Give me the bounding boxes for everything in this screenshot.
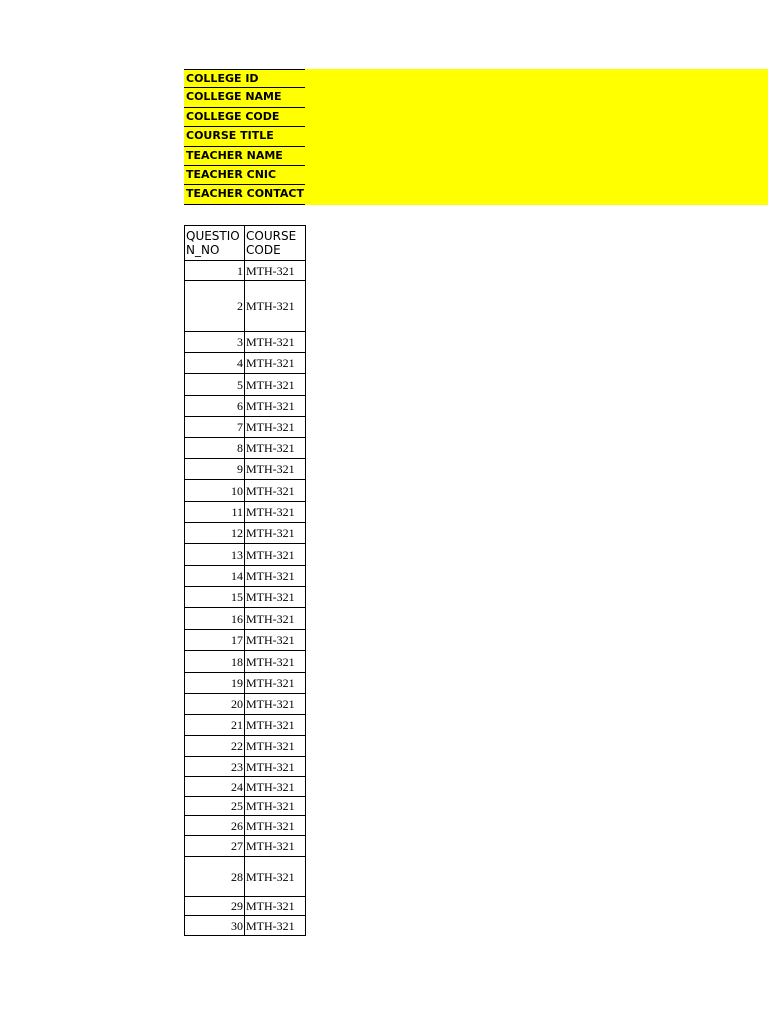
course-code-cell: MTH-321 <box>245 797 306 816</box>
table-row <box>185 417 306 438</box>
question-number-cell: 10 <box>185 480 245 502</box>
table-row <box>185 736 306 757</box>
table-row <box>185 857 306 897</box>
question-number-cell: 26 <box>185 816 245 836</box>
table-row <box>185 694 306 715</box>
table-row <box>185 261 306 281</box>
question-number-cell: 9 <box>185 459 245 480</box>
course-code-cell: MTH-321 <box>245 736 306 757</box>
table-row <box>185 566 306 587</box>
question-number-cell: 7 <box>185 417 245 438</box>
label-teacher-name: TEACHER NAME <box>184 147 305 166</box>
course-code-cell: MTH-321 <box>245 438 306 459</box>
course-code-cell: MTH-321 <box>245 916 306 936</box>
college-info-block <box>184 69 768 205</box>
course-code-cell: MTH-321 <box>245 261 306 281</box>
table-row <box>185 608 306 630</box>
question-number-cell: 25 <box>185 797 245 816</box>
table-row <box>185 715 306 736</box>
question-number-cell: 6 <box>185 396 245 417</box>
table-row <box>185 459 306 480</box>
question-number-cell: 4 <box>185 353 245 374</box>
course-code-cell: MTH-321 <box>245 353 306 374</box>
table-row <box>185 374 306 396</box>
course-code-cell: MTH-321 <box>245 816 306 836</box>
course-code-cell: MTH-321 <box>245 630 306 651</box>
course-code-cell: MTH-321 <box>245 897 306 916</box>
question-number-cell: 30 <box>185 916 245 936</box>
label-college-id: COLLEGE ID <box>184 69 305 88</box>
table-row <box>185 836 306 857</box>
course-code-cell: MTH-321 <box>245 480 306 502</box>
question-table-body <box>185 261 306 936</box>
question-number-cell: 2 <box>185 281 245 332</box>
table-row <box>185 673 306 694</box>
question-number-cell: 21 <box>185 715 245 736</box>
course-code-cell: MTH-321 <box>245 374 306 396</box>
course-code-cell: MTH-321 <box>245 836 306 857</box>
label-teacher-cnic: TEACHER CNIC <box>184 166 305 185</box>
question-number-cell: 1 <box>185 261 245 281</box>
table-header-row <box>185 226 306 261</box>
course-code-cell: MTH-321 <box>245 281 306 332</box>
label-college-name: COLLEGE NAME <box>184 88 305 107</box>
question-number-cell: 11 <box>185 502 245 523</box>
course-code-cell: MTH-321 <box>245 502 306 523</box>
label-teacher-contact: TEACHER CONTACT <box>184 185 305 204</box>
question-number-cell: 29 <box>185 897 245 916</box>
table-row <box>185 281 306 332</box>
table-row <box>185 777 306 797</box>
table-row <box>185 816 306 836</box>
course-code-cell: MTH-321 <box>245 673 306 694</box>
table-row <box>185 916 306 936</box>
course-code-cell: MTH-321 <box>245 651 306 673</box>
table-row <box>185 332 306 353</box>
table-row <box>185 523 306 544</box>
course-code-cell: MTH-321 <box>245 694 306 715</box>
course-code-cell: MTH-321 <box>245 757 306 777</box>
question-number-cell: 20 <box>185 694 245 715</box>
course-code-cell: MTH-321 <box>245 608 306 630</box>
question-number-cell: 22 <box>185 736 245 757</box>
question-number-cell: 24 <box>185 777 245 797</box>
header-course-code: COURSE CODE <box>245 226 306 261</box>
course-code-cell: MTH-321 <box>245 332 306 353</box>
course-code-cell: MTH-321 <box>245 587 306 608</box>
header-question-no: QUESTION_NO <box>185 226 245 261</box>
question-number-cell: 19 <box>185 673 245 694</box>
question-number-cell: 23 <box>185 757 245 777</box>
question-number-cell: 12 <box>185 523 245 544</box>
course-code-cell: MTH-321 <box>245 417 306 438</box>
table-row <box>185 757 306 777</box>
question-number-cell: 5 <box>185 374 245 396</box>
question-number-cell: 28 <box>185 857 245 897</box>
label-course-title: COURSE TITLE <box>184 127 305 146</box>
question-number-cell: 16 <box>185 608 245 630</box>
college-info-labels <box>184 69 305 205</box>
question-number-cell: 18 <box>185 651 245 673</box>
question-number-cell: 27 <box>185 836 245 857</box>
course-code-cell: MTH-321 <box>245 523 306 544</box>
question-number-cell: 15 <box>185 587 245 608</box>
table-row <box>185 630 306 651</box>
table-row <box>185 396 306 417</box>
course-code-cell: MTH-321 <box>245 566 306 587</box>
question-table <box>184 225 306 936</box>
table-row <box>185 897 306 916</box>
course-code-cell: MTH-321 <box>245 459 306 480</box>
question-number-cell: 8 <box>185 438 245 459</box>
course-code-cell: MTH-321 <box>245 857 306 897</box>
table-row <box>185 438 306 459</box>
table-row <box>185 651 306 673</box>
table-row <box>185 502 306 523</box>
table-row <box>185 480 306 502</box>
course-code-cell: MTH-321 <box>245 544 306 566</box>
label-college-code: COLLEGE CODE <box>184 108 305 127</box>
table-row <box>185 797 306 816</box>
question-number-cell: 17 <box>185 630 245 651</box>
table-row <box>185 587 306 608</box>
course-code-cell: MTH-321 <box>245 777 306 797</box>
course-code-cell: MTH-321 <box>245 396 306 417</box>
question-number-cell: 14 <box>185 566 245 587</box>
question-number-cell: 13 <box>185 544 245 566</box>
question-number-cell: 3 <box>185 332 245 353</box>
course-code-cell: MTH-321 <box>245 715 306 736</box>
table-row <box>185 353 306 374</box>
table-row <box>185 544 306 566</box>
